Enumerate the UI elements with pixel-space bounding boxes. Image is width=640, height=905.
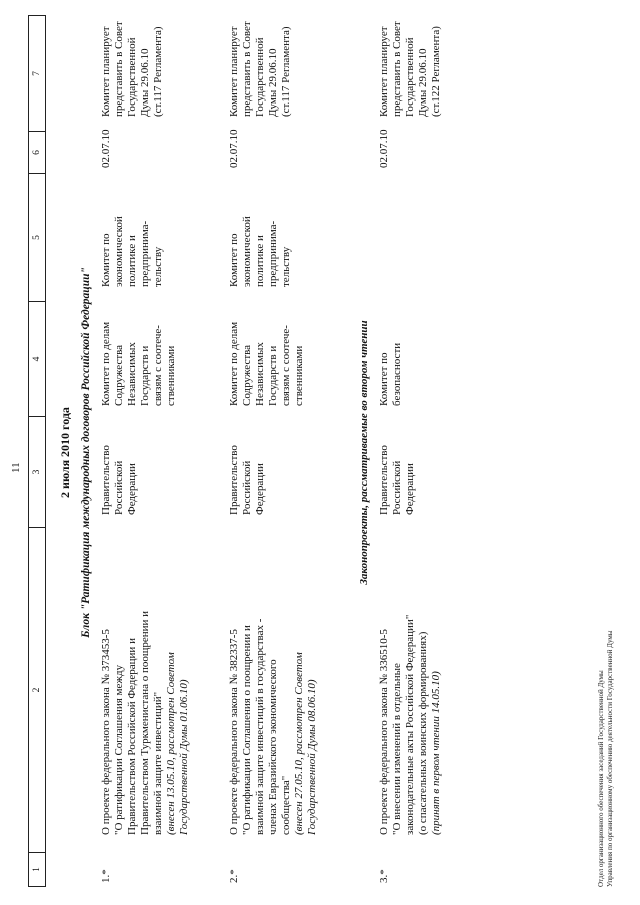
- row-responsible: [100, 192, 165, 287]
- committee-line: связям с соотече-: [152, 325, 164, 406]
- row-responsible: [228, 192, 293, 287]
- responsible-line: экономической: [113, 216, 125, 287]
- footer-line: Управления по организационному обеспечению деятельности Государственной Думы: [606, 630, 614, 887]
- column-header: 1: [29, 852, 45, 886]
- author-line: Российской: [391, 460, 403, 515]
- column-header-row: [28, 15, 46, 887]
- row-date: 02.07.10: [228, 129, 240, 168]
- row-description: [378, 573, 443, 835]
- note-line: Государственной: [404, 37, 416, 117]
- responsible-line: экономической: [241, 216, 253, 287]
- committee-line: безопасности: [391, 342, 403, 406]
- note-line: Думы 29.06.10: [139, 48, 151, 117]
- committee-line: Комитет по делам: [100, 321, 112, 406]
- responsible-line: Комитет по: [100, 233, 112, 287]
- note-line: Государственной: [126, 37, 138, 117]
- committee-line: Комитет по: [378, 352, 390, 406]
- row-committee: [378, 296, 404, 406]
- committee-line: Содружества: [241, 344, 253, 406]
- author-line: Правительство: [228, 445, 240, 515]
- note-line: Комитет планирует: [228, 26, 240, 117]
- column-header: 4: [29, 301, 45, 416]
- column-header: 7: [32, 71, 42, 76]
- author-line: Российской: [241, 460, 253, 515]
- column-header: 2: [29, 527, 45, 852]
- note-line: Думы 29.06.10: [417, 48, 429, 117]
- block-heading: Блок "Ратификация международных договоров Российской Федерации": [80, 267, 92, 638]
- description-line: (о спасательных воинских формированиях): [417, 631, 429, 835]
- committee-line: Государств и: [139, 345, 151, 406]
- description-note-line: (внесен 13.05.10, рассмотрен Советом: [165, 652, 177, 835]
- author-line: Федерации: [404, 463, 416, 515]
- description-line: О проекте федерального закона № 336510-5: [378, 629, 390, 835]
- description-line: "О внесении изменений в отдельные: [391, 663, 403, 835]
- column-header: 5: [29, 173, 45, 301]
- section-heading: Законопроекты, рассматриваемые во втором чтении: [358, 320, 370, 585]
- row-note: [228, 17, 293, 117]
- row-note: [378, 17, 443, 117]
- note-line: (ст.117 Регламента): [280, 26, 292, 117]
- note-line: (ст.122 Регламента): [430, 26, 442, 117]
- note-line: представить в Совет: [241, 21, 253, 117]
- author-line: Правительство: [100, 445, 112, 515]
- note-line: Комитет планирует: [378, 26, 390, 117]
- committee-line: Государств и: [267, 345, 279, 406]
- note-line: (ст.117 Регламента): [152, 26, 164, 117]
- row-number: 1.*: [100, 869, 112, 883]
- note-line: Думы 29.06.10: [267, 48, 279, 117]
- responsible-line: Комитет по: [228, 233, 240, 287]
- responsible-line: предпринима-: [267, 220, 279, 287]
- description-note-line: (принят в первом чтении 14.05.10): [430, 671, 442, 835]
- row-author: [100, 415, 139, 515]
- committee-line: связям с соотече-: [280, 325, 292, 406]
- row-author: [228, 415, 267, 515]
- row-note: [100, 17, 165, 117]
- row-description: [228, 573, 319, 835]
- note-line: Комитет планирует: [100, 26, 112, 117]
- responsible-line: тельству: [280, 246, 292, 287]
- description-line: "О ратификации Соглашения между: [113, 664, 125, 835]
- responsible-line: политике и: [254, 235, 266, 287]
- author-line: Правительство: [378, 445, 390, 515]
- description-line: Правительством Туркменистана о поощрении и: [139, 610, 151, 835]
- note-line: Государственной: [254, 37, 266, 117]
- description-line: Правительством Российской Федерации и: [126, 638, 138, 835]
- committee-line: Комитет по делам: [228, 321, 240, 406]
- description-line: сообщества": [280, 775, 292, 835]
- description-line: взаимной защите инвестиций": [152, 691, 164, 835]
- responsible-line: предпринима-: [139, 220, 151, 287]
- description-note-line: (внесен 27.05.10, рассмотрен Советом: [293, 652, 305, 835]
- date-heading: 2 июля 2010 года: [58, 407, 72, 498]
- responsible-line: тельству: [152, 246, 164, 287]
- row-committee: [228, 296, 306, 406]
- committee-line: ственниками: [293, 345, 305, 406]
- author-line: Федерации: [126, 463, 138, 515]
- description-line: О проекте федерального закона № 382337-5: [228, 629, 240, 835]
- committee-line: ственниками: [165, 345, 177, 406]
- committee-line: Независимых: [254, 342, 266, 406]
- footer: [597, 631, 615, 887]
- row-description: [100, 573, 191, 835]
- row-committee: [100, 296, 178, 406]
- description-line: О проекте федерального закона № 373453-5: [100, 629, 112, 835]
- row-date: 02.07.10: [100, 129, 112, 168]
- committee-line: Независимых: [126, 342, 138, 406]
- description-line: взаимной защите инвестиций в государствах -: [254, 618, 266, 835]
- page-number: 11: [10, 462, 22, 473]
- footer-line: Отдел организационного обеспечения заседаний Государственной Думы: [597, 670, 605, 887]
- column-header: 6: [29, 131, 45, 173]
- note-line: представить в Совет: [391, 21, 403, 117]
- row-number: 2.*: [228, 869, 240, 883]
- note-line: представить в Совет: [113, 21, 125, 117]
- responsible-line: политике и: [126, 235, 138, 287]
- description-line: членах Евразийского экономического: [267, 659, 279, 835]
- row-date: 02.07.10: [378, 129, 390, 168]
- row-number: 3.*: [378, 869, 390, 883]
- committee-line: Содружества: [113, 344, 125, 406]
- description-line: законодательные акты Российской Федерации": [404, 614, 416, 835]
- description-line: "О ратификации Соглашения о поощрении и: [241, 625, 253, 835]
- description-note-line: Государственной Думы 08.06.10): [306, 679, 318, 835]
- author-line: Российской: [113, 460, 125, 515]
- author-line: Федерации: [254, 463, 266, 515]
- description-note-line: Государственной Думы 01.06.10): [178, 679, 190, 835]
- column-header: 3: [29, 416, 45, 527]
- row-author: [378, 415, 417, 515]
